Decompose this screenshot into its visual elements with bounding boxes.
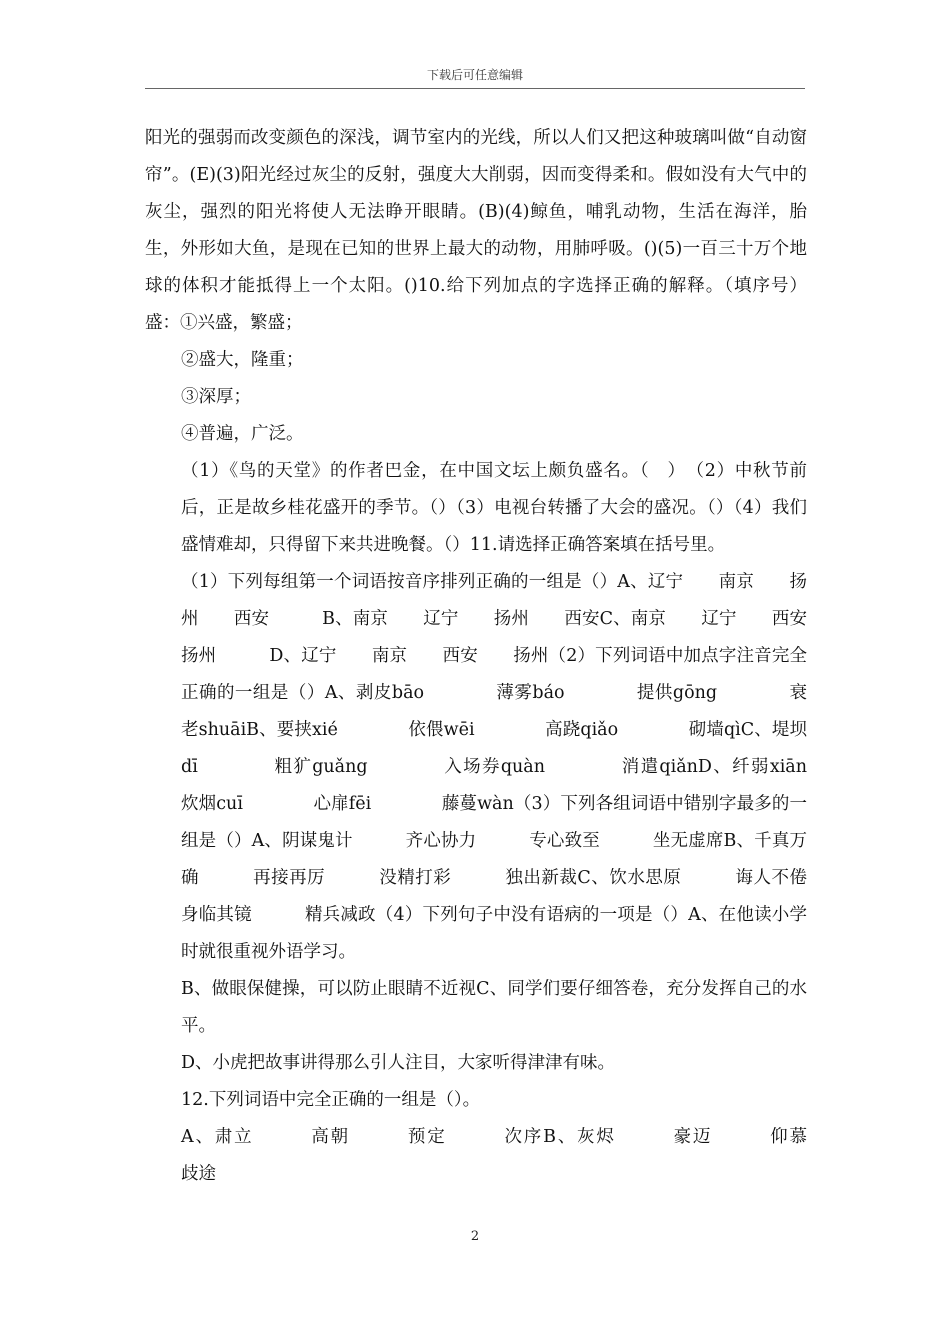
paragraph-10: A、肃立 高朝 预定 次序B、灰烬 豪迈 仰慕 歧途 — [181, 1127, 860, 1184]
paragraph-5: （1）《鸟的天堂》的作者巴金，在中国文坛上颇负盛名。（ ） （2）中秋节前后，正是故乡桂花盛开的季节。（）（3）电视台转播了大会的盛况。（）（4）我们盛情难却，只得留下来共进晚餐。（）11.请选择正确答案填在括号里。 — [181, 461, 807, 555]
page-header: 下载后可任意编辑 — [426, 68, 523, 82]
paragraph-9: 12.下列词语中完全正确的一组是（）。 — [181, 1090, 481, 1110]
paragraph-7: B、做眼保健操，可以防止眼睛不近视C、同学们要仔细答卷，充分发挥自己的水平。 — [181, 979, 807, 1036]
header-divider — [145, 88, 805, 89]
paragraph-6: （1）下列每组第一个词语按音序排列正确的一组是（）A、辽宁 南京 扬州 西安 B、南京 辽宁 扬州 西安C、南京 辽宁 西安 扬州 D、辽宁 南京 西安 扬州（2）下列词语中加点字注音完全正确的一组是（）A、剥皮bāo 薄雾báo 提供gōng 衰老shuāiB、要挟xié 依偎wēi 高跷qiǎo 砌墙qìC、堤坝dī 粗犷guǎng 入场券quàn 消遣qiǎnD、纤弱xiān 炊烟cuī 心扉fēi 藤蔓wàn（3）下列各组词语中错别字最多的一组是（）A、阴谋鬼计 齐心协力 专心致至 坐无虚席B、千真万确 再接再厉 没精打彩 独出新裁C、饮水思原 诲人不倦 身临其镜 精兵减政（4）下列句子中没有语病的一项是（）A、在他读小学时就很重视外语学习。 — [181, 572, 877, 962]
paragraph-1: 阳光的强弱而改变颜色的深浅，调节室内的光线，所以人们又把这种玻璃叫做“自动窗帘”。(E)(3)阳光经过灰尘的反射，强度大大削弱，因而变得柔和。假如没有大气中的灰尘，强烈的阳光将使人无法睁开眼睛。(B)(4)鲸鱼，哺乳动物，生活在海洋，胎生，外形如大鱼，是现在已知的世界上最大的动物，用肺呼吸。()(5)一百三十万个地球的体积才能抵得上一个太阳。()10.给下列加点的字选择正确的解释。（填序号）盛：①兴盛，繁盛； — [145, 128, 807, 333]
page-number: 2 — [470, 1229, 480, 1244]
paragraph-4: ④普遍，广泛。 — [181, 424, 304, 444]
paragraph-3: ③深厚； — [181, 387, 251, 407]
paragraph-8: D、小虎把故事讲得那么引人注目，大家听得津津有味。 — [181, 1053, 616, 1073]
paragraph-2: ②盛大，隆重； — [181, 350, 304, 370]
document-body — [145, 120, 877, 1193]
